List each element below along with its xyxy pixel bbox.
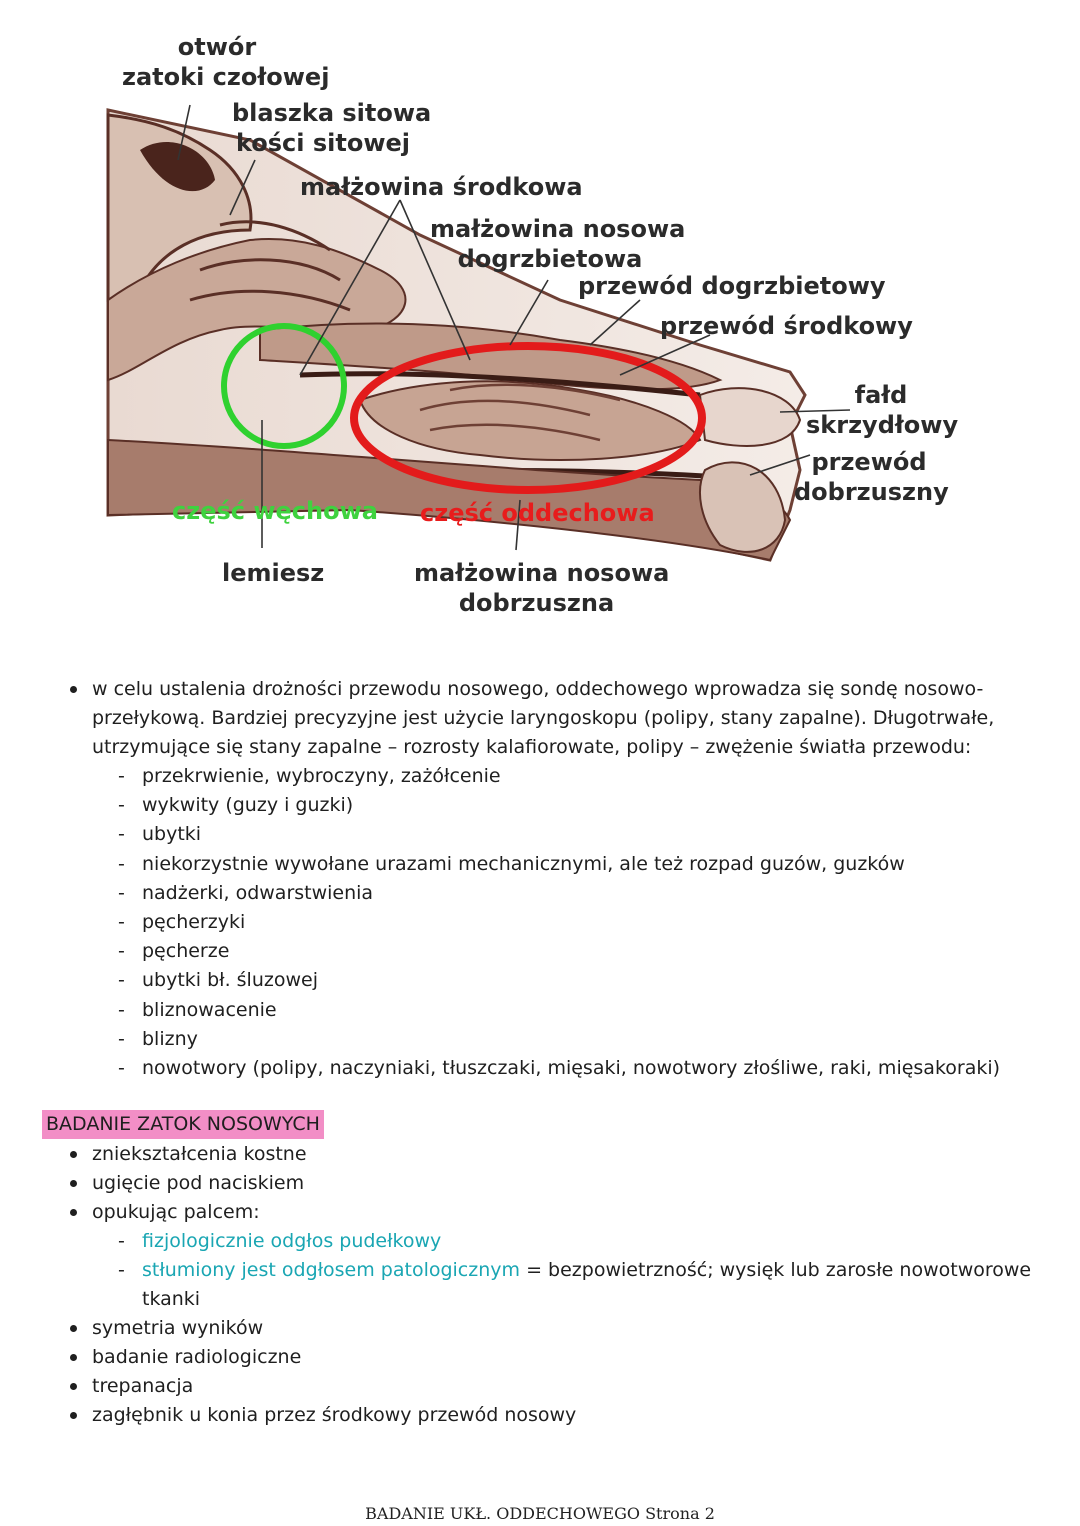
label-ventral-meatus: przewód dobrzuszny [794, 448, 949, 506]
bullet-dot [70, 1325, 77, 1332]
dash: - [118, 794, 125, 817]
list-item: ubytki [142, 823, 202, 846]
bullet-dot [70, 1151, 77, 1158]
pathologic-highlight: stłumiony jest odgłosem patologicznym [142, 1259, 521, 1281]
list-item: bliznowacenie [142, 998, 277, 1021]
list-item: pęcherzyki [142, 911, 246, 933]
dash: - [118, 911, 125, 933]
list-item: przekrwienie, wybroczyny, zażółcenie [142, 765, 501, 787]
bullet-dot [70, 1354, 77, 1361]
nasal-cavity-illustration [0, 0, 1080, 640]
bullet-dot [70, 1412, 77, 1419]
intro-line-3: utrzymujące się stany zapalne – rozrosty kalafiorowate, polipy – zwężenie światła przewodu: [92, 736, 972, 758]
dash: - [118, 1230, 125, 1252]
bullet-item: ugięcie pod naciskiem [92, 1172, 305, 1194]
list-item: wykwity (guzy i guzki) [142, 794, 354, 817]
sub-item-physiologic: fizjologicznie odgłos pudełkowy [142, 1230, 442, 1252]
label-alar-fold: fałd skrzydłowy [806, 381, 959, 439]
nasal-cavity-diagram [0, 0, 1080, 640]
label-vomer: lemiesz [222, 559, 325, 587]
bullet-dot [70, 686, 77, 693]
dash: - [118, 823, 125, 846]
label-olfactory-part: część węchowa [172, 497, 378, 525]
sub-item-pathologic [142, 1256, 1031, 1285]
dash: - [118, 1027, 125, 1050]
label-middle-meatus: przewód środkowy [660, 312, 913, 340]
dash: - [118, 998, 125, 1021]
dash: - [118, 969, 125, 992]
section-heading-sinuses: BADANIE ZATOK NOSOWYCH [42, 1110, 324, 1139]
label-middle-concha: małżowina środkowa [300, 173, 583, 201]
label-ventral-concha: małżowina nosowa dobrzuszna [414, 559, 670, 617]
bullet-item: opukując palcem: [92, 1201, 260, 1223]
dash: - [118, 1259, 125, 1281]
bullet-item: zagłębnik u konia przez środkowy przewód nosowy [92, 1404, 577, 1426]
label-cribriform-plate: blaszka sitowa kości sitowej [232, 99, 432, 157]
intro-line-1: w celu ustalenia drożności przewodu nosowego, oddechowego wprowadza się sondę nosowo- [92, 678, 984, 700]
label-dorsal-concha: małżowina nosowa dogrzbietowa [430, 215, 686, 273]
dash: - [118, 881, 125, 904]
bullet-item: badanie radiologiczne [92, 1346, 302, 1368]
list-item: nadżerki, odwarstwienia [142, 881, 374, 904]
label-dorsal-meatus: przewód dogrzbietowy [578, 272, 886, 300]
intro-line-2: przełykową. Bardziej precyzyjne jest użycie laryngoskopu (polipy, stany zapalne). Długotrwałe, [92, 707, 995, 729]
dash: - [118, 765, 125, 787]
bullet-item: trepanacja [92, 1375, 194, 1397]
bullet-dot [70, 1180, 77, 1187]
list-item: pęcherze [142, 940, 230, 963]
list-item: nowotwory (polipy, naczyniaki, tłuszczaki, mięsaki, nowotwory złośliwe, raki, mięsakoraki) [142, 1057, 1001, 1079]
label-respiratory-part: część oddechowa [420, 499, 655, 527]
list-item: ubytki bł. śluzowej [142, 969, 318, 992]
dash: - [118, 1057, 125, 1079]
dash: - [118, 940, 125, 963]
bullet-item: symetria wyników [92, 1317, 264, 1339]
list-item: niekorzystnie wywołane urazami mechanicznymi, ale też rozpad guzów, guzków [142, 852, 905, 875]
page-footer: BADANIE UKŁ. ODDECHOWEGO Strona 2 [365, 1504, 715, 1523]
bullet-dot [70, 1209, 77, 1216]
dash: - [118, 852, 125, 875]
label-frontal-sinus-opening: otwór zatoki czołowej [122, 33, 330, 91]
bullet-dot [70, 1383, 77, 1390]
list-item: blizny [142, 1027, 198, 1050]
sub-item-pathologic-cont: tkanki [142, 1288, 201, 1310]
pathologic-rest: = bezpowietrzność; wysięk lub zarosłe nowotworowe [520, 1259, 1032, 1281]
bullet-item: zniekształcenia kostne [92, 1143, 307, 1165]
